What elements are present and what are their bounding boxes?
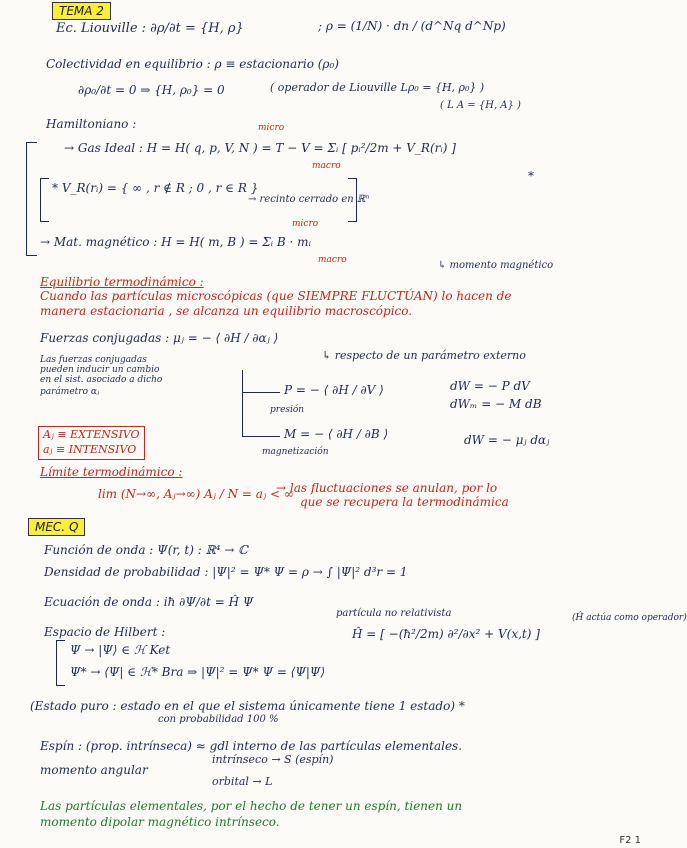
- hamiltoniano-title: Hamiltoniano :: [46, 117, 137, 131]
- extensivo-label: Aⱼ ≡ EXTENSIVO: [43, 428, 140, 441]
- h-operador-nota: (Ĥ actúa como operador): [572, 613, 687, 623]
- green-note-1: Las partículas elementales, por el hecho de tener un espín, tienen un: [40, 799, 463, 813]
- vr-definition: * V_R(rᵢ) = { ∞ , r ∉ R ; 0 , r ∈ R }: [52, 181, 259, 195]
- intrinseco-line: intrínseco → S (espín): [212, 753, 334, 766]
- intensivo-label: aⱼ ≡ INTENSIVO: [43, 442, 137, 456]
- colectividad-line: Colectividad en equilibrio : ρ ≡ estacionario (ρ₀): [46, 57, 339, 71]
- micro-label: micro: [258, 123, 285, 133]
- equilibrio-text-2: manera estacionaria , se alcanza un equilibrio macroscópico.: [40, 304, 413, 318]
- macro-label-2: macro: [318, 255, 347, 265]
- liouville-operator-2: ( L A = {H, A} ): [440, 100, 521, 111]
- macro-label: macro: [312, 161, 341, 171]
- hamiltoniano-operador: Ĥ = [ −(ħ²/2m) ∂²/∂x² + V(x,t) ]: [352, 627, 540, 641]
- hamiltonian-bracket: [26, 142, 37, 256]
- magnetizacion-label: magnetización: [262, 447, 329, 457]
- estado-puro-1: (Estado puro : estado en el que el sistema únicamente tiene 1 estado) *: [30, 699, 465, 713]
- work-general: dW = − μⱼ dαⱼ: [464, 433, 550, 447]
- bra-line: Ψ* → ⟨Ψ| ∈ ℋ* Bra ⇒ |Ψ|² = Ψ* Ψ = ⟨Ψ|Ψ⟩: [70, 665, 326, 679]
- magnetic-hamiltonian: → Mat. magnético : H = H( m, B ) = Σᵢ B · mᵢ: [40, 235, 311, 249]
- funcion-onda: Función de onda : Ψ(r, t) : ℝ⁴ → ℂ: [44, 543, 248, 557]
- presion-label: presión: [270, 405, 305, 415]
- presion-equation: P = − ⟨ ∂H / ∂V ⟩: [284, 383, 384, 397]
- work-magnetic: dWₘ = − M dB: [450, 397, 542, 411]
- liouville-equation: Ec. Liouville : ∂ρ/∂t = {H, ρ}: [56, 21, 244, 36]
- equilibrio-text-1: Cuando las partículas microscópicas (que SIEMPRE FLUCTÚAN) lo hacen de: [40, 289, 512, 303]
- espacio-hilbert: Espacio de Hilbert :: [44, 625, 166, 639]
- fuerzas-note-3: en el sist. asociado a dicho: [40, 375, 163, 385]
- recinto-label: → recinto cerrado en ℝⁿ: [248, 194, 370, 205]
- magnetizacion-equation: M = − ⟨ ∂H / ∂B ⟩: [284, 427, 389, 441]
- respecto-parametro: ↳ respecto de un parámetro externo: [322, 349, 526, 362]
- work-pressure: dW = − P dV: [450, 379, 530, 393]
- limite-equation: lim (N→∞, Aⱼ→∞) Aⱼ / N = aⱼ < ∞: [98, 487, 294, 501]
- gas-ideal-hamiltonian: → Gas Ideal : H = H( q, p, V, N ) = T − V = Σᵢ [ pᵢ²/2m + V_R(rᵢ) ]: [64, 141, 456, 155]
- limite-text-2: que se recupera la termodinámica: [300, 495, 509, 509]
- densidad-probabilidad: Densidad de probabilidad : |Ψ|² = Ψ* Ψ = ρ → ∫ |Ψ|² d³r = 1: [44, 565, 408, 579]
- limite-title: Límite termodinámico :: [40, 465, 183, 479]
- fuerzas-note-1: Las fuerzas conjugadas: [40, 355, 147, 365]
- hilbert-bracket: [56, 640, 65, 686]
- equilibrio-termodinamico-title: Equilibrio termodinámico :: [40, 275, 204, 289]
- micro-label-2: micro: [292, 219, 319, 229]
- momento-magnetico: ↳ momento magnético: [438, 260, 554, 271]
- fuerzas-conjugadas: Fuerzas conjugadas : μⱼ = − ⟨ ∂H / ∂αⱼ ⟩: [40, 331, 279, 345]
- mecq-tag: MEC. Q: [28, 518, 85, 536]
- fuerzas-note-2: pueden inducir un cambio: [40, 365, 160, 375]
- colectividad-equation: ∂ρ₀/∂t = 0 ⇒ {H, ρ₀} = 0: [78, 83, 225, 97]
- particula-no-relativista: partícula no relativista: [336, 608, 452, 619]
- vr-bracket-right: [348, 178, 357, 222]
- green-note-2: momento dipolar magnético intrínseco.: [40, 815, 280, 829]
- ecuacion-onda: Ecuación de onda : iħ ∂Ψ/∂t = Ĥ Ψ: [44, 595, 254, 609]
- fork-branch-1: [242, 392, 280, 393]
- fork-branch-2: [242, 436, 280, 437]
- orbital-line: orbital → L: [212, 775, 273, 788]
- star-mark: *: [528, 169, 534, 183]
- page-number: F2 1: [619, 835, 641, 846]
- momento-angular: momento angular: [40, 763, 148, 777]
- fuerzas-note-4: parámetro αⱼ: [40, 387, 100, 397]
- espin-line: Espín : (prop. intrínseca) ≈ gdl interno de las partículas elementales.: [40, 739, 463, 753]
- limite-text-1: → las fluctuaciones se anulan, por lo: [276, 481, 498, 495]
- rho-definition: ; ρ = (1/N) · dn / (d^Nq d^Np): [318, 19, 506, 33]
- liouville-operator: ( operador de Liouville Lρ₀ = {H, ρ₀} ): [270, 81, 485, 94]
- extensivo-intensivo-box: [38, 426, 145, 460]
- estado-puro-2: con probabilidad 100 %: [158, 714, 279, 725]
- ket-line: Ψ → |Ψ⟩ ∈ ℋ Ket: [70, 643, 171, 657]
- tema2-tag: TEMA 2: [52, 2, 111, 20]
- fork-line: [242, 370, 243, 436]
- vr-bracket: [40, 178, 49, 222]
